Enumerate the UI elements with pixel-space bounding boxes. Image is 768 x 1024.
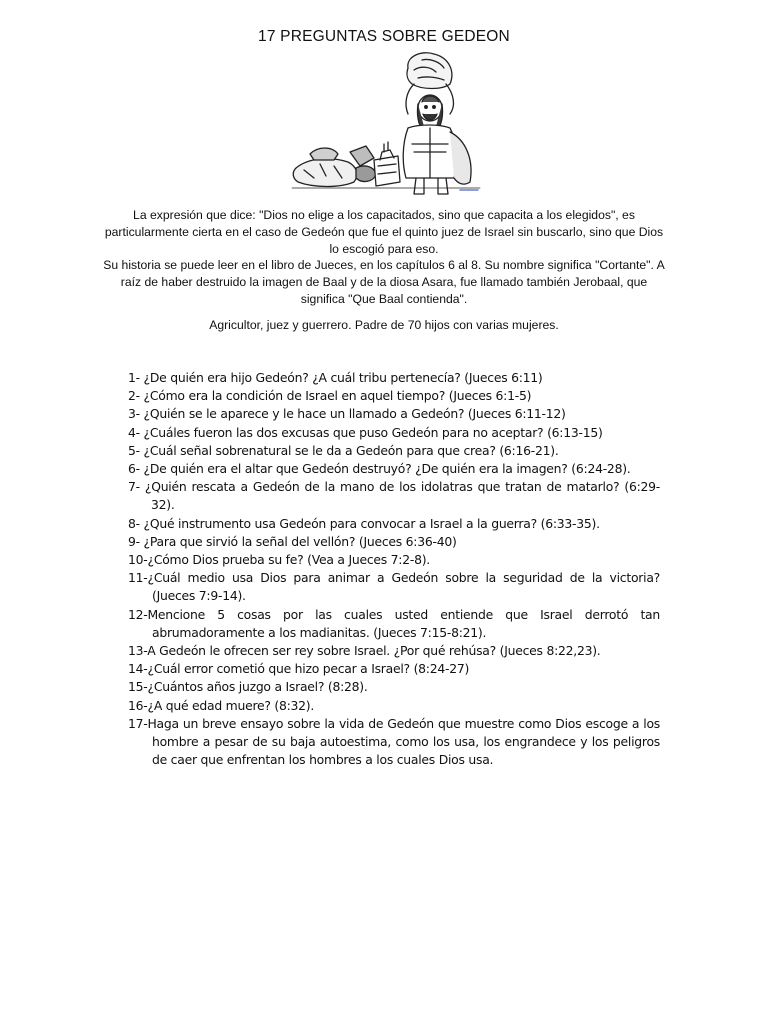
question-item: 7- ¿Quién rescata a Gedeón de la mano de los idolatras que tratan de matarlo? (6:29-32). (128, 479, 660, 513)
question-item: 1- ¿De quién era hijo Gedeón? ¿A cuál tribu pertenecía? (Jueces 6:11) (128, 370, 543, 385)
question-item: 15-¿Cuántos años juzgo a Israel? (8:28). (128, 679, 368, 695)
intro-paragraph-2: Su historia se puede leer en el libro de Jueces, en los capítulos 6 al 8. Su nombre significa "Cortante". A raíz de haber destruido la imagen de Baal y de la diosa Asara, fue llamado también Jerobaal, que significa "Que Baal contienda". (103, 258, 665, 306)
question-item: 11-¿Cuál medio usa Dios para animar a Gedeón sobre la seguridad de la victoria? (Jueces 7:9-14). (128, 570, 660, 604)
question-item: 17-Haga un breve ensayo sobre la vida de Gedeón que muestre como Dios escoge a los hombre a pesar de su baja autoestima, como los usa, los engrandece y los peligros de caer que enfrentan los hombres a los cuales Dios usa. (128, 715, 660, 768)
intro-paragraph-1: La expresión que dice: "Dios no elige a los capacitados, sino que capacita a los elegidos", es particularmente cierta en el caso de Gedeón que fue el quinto juez de Israel sin buscarlo, sino que Dios lo escogió para eso. (104, 208, 664, 256)
question-list (128, 369, 660, 769)
question-item: 14-¿Cuál error cometió que hizo pecar a Israel? (8:24-27) (128, 661, 470, 677)
page-title: 17 PREGUNTAS SOBRE GEDEON (258, 28, 510, 45)
question-item: 4- ¿Cuáles fueron las dos excusas que puso Gedeón para no aceptar? (6:13-15) (128, 424, 603, 440)
question-item: 5- ¿Cuál señal sobrenatural se le da a Gedeón para que crea? (6:16-21). (128, 442, 559, 458)
question-item: 2- ¿Cómo era la condición de Israel en aquel tiempo? (Jueces 6:1-5) (128, 388, 532, 404)
summary-line: Agricultor, juez y guerrero. Padre de 70 hijos con varias mujeres. (209, 318, 559, 332)
question-item: 12-Mencione 5 cosas por las cuales usted entiende que Israel derrotó tan abrumadoramente a los madianitas. (Jueces 7:15-8:21). (128, 606, 660, 640)
question-item: 13-A Gedeón le ofrecen ser rey sobre Israel. ¿Por qué rehúsa? (Jueces 8:22,23). (128, 643, 601, 659)
gideon-fleece-altar-drawing-icon (290, 48, 490, 198)
question-item: 10-¿Cómo Dios prueba su fe? (Vea a Jueces 7:2-8). (128, 552, 430, 568)
question-item: 3- ¿Quién se le aparece y le hace un llamado a Gedeón? (Jueces 6:11-12) (128, 406, 566, 422)
intro-text (100, 207, 668, 308)
question-item: 6- ¿De quién era el altar que Gedeón destruyó? ¿De quién era la imagen? (6:24-28). (128, 461, 631, 477)
question-item: 8- ¿Qué instrumento usa Gedeón para convocar a Israel a la guerra? (6:33-35). (128, 515, 600, 531)
question-item: 16-¿A qué edad muere? (8:32). (128, 697, 315, 713)
question-item: 9- ¿Para que sirvió la señal del vellón? (Jueces 6:36-40) (128, 533, 457, 549)
